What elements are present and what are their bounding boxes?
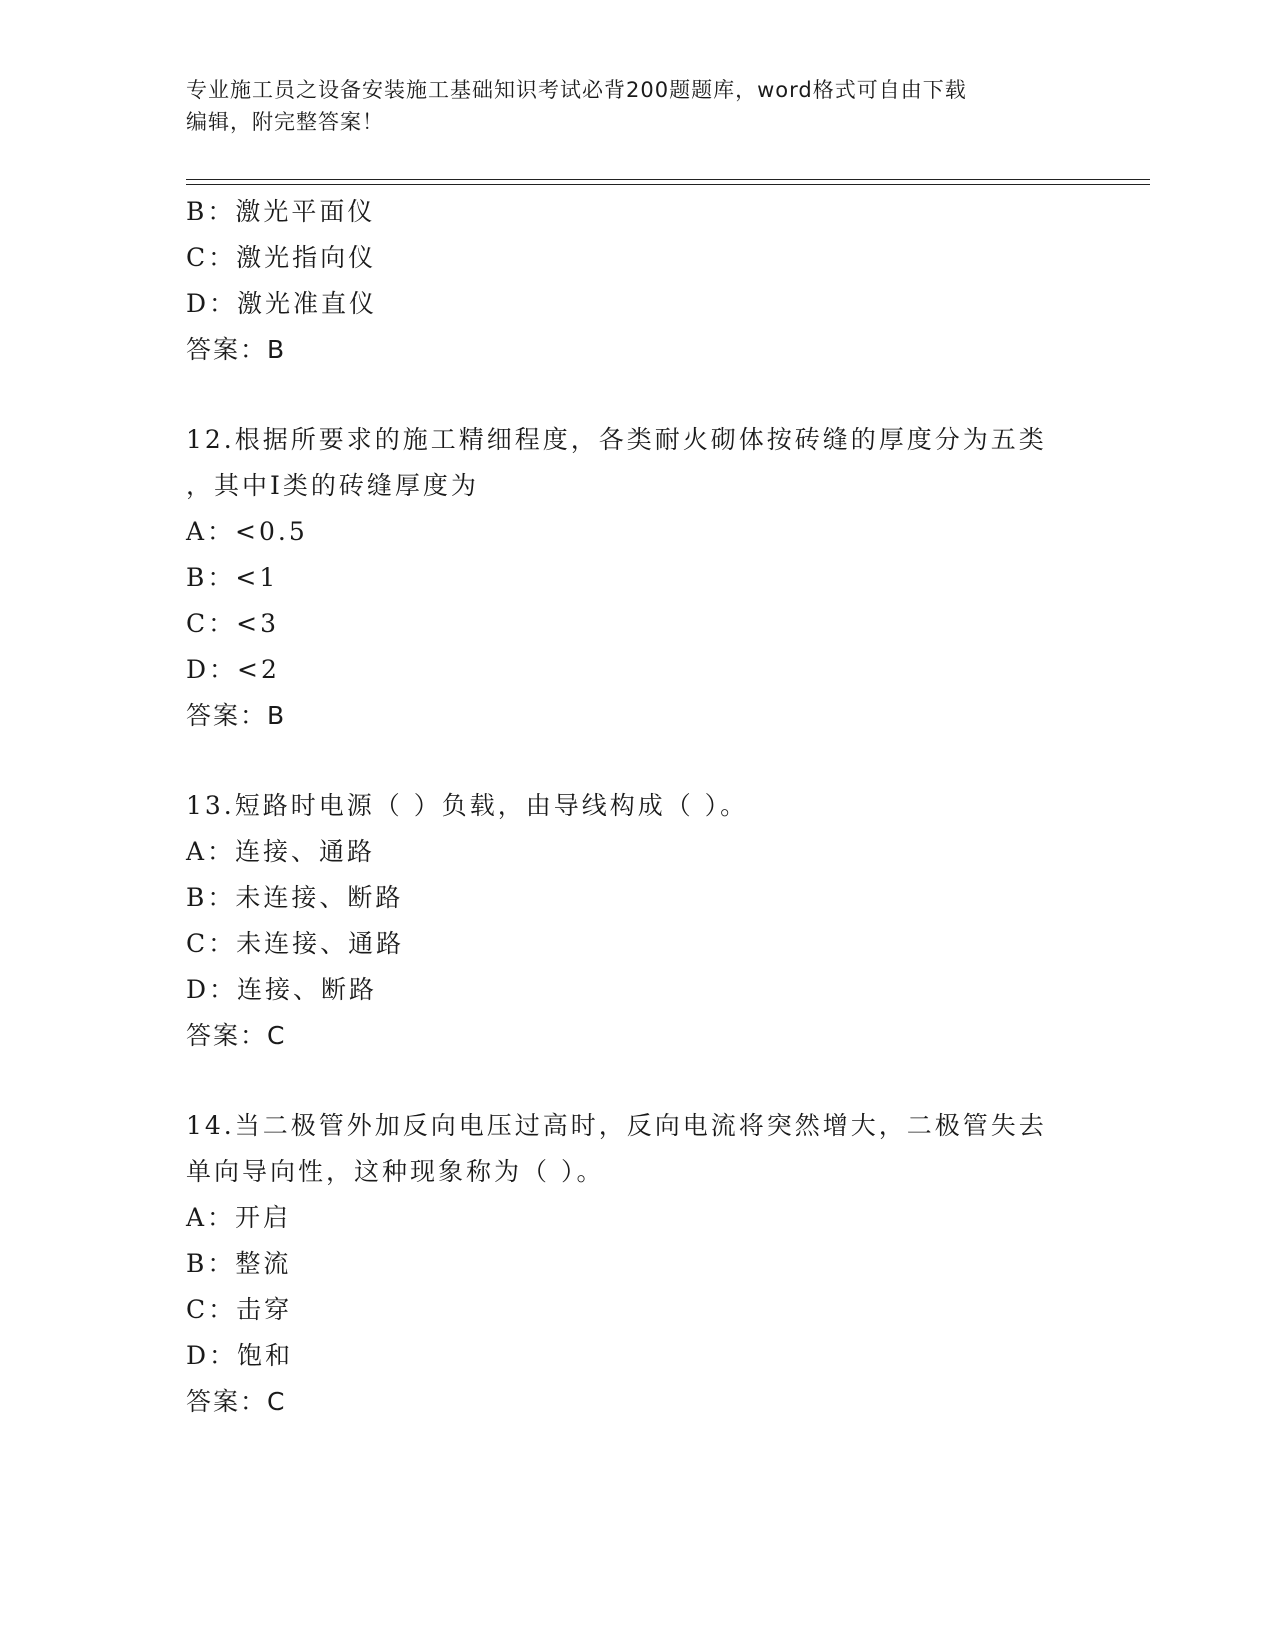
option-d: D：饱和 (186, 1341, 294, 1370)
question-stem: 13.短路时电源（ ）负载，由导线构成（ ）。 (186, 791, 749, 820)
option-d: D：连接、断路 (186, 975, 378, 1004)
question-stem: 14.当二极管外加反向电压过高时，反向电流将突然增大，二极管失去 (186, 1111, 1047, 1140)
question-stem-continued: ，其中Ⅰ类的砖缝厚度为 (186, 471, 479, 500)
option-c: C：击穿 (186, 1295, 293, 1324)
question-stem-continued: 单向导向性，这种现象称为（ ）。 (186, 1157, 605, 1186)
option-d: D：<2 (186, 655, 280, 684)
answer-line: 答案：B (186, 335, 287, 364)
option-c: C：激光指向仪 (186, 243, 377, 272)
header-divider-top (186, 179, 1150, 180)
question-13 (186, 783, 1066, 1059)
answer-line: 答案：C (186, 1387, 287, 1416)
option-d: D：激光准直仪 (186, 289, 378, 318)
header-line-1: 专业施工员之设备安装施工基础知识考试必背200题题库，word格式可自由下载 (186, 78, 967, 102)
option-a: A：开启 (186, 1203, 292, 1232)
question-stem: 12.根据所要求的施工精细程度，各类耐火砌体按砖缝的厚度分为五类 (186, 425, 1047, 454)
option-b: B：未连接、断路 (186, 883, 404, 912)
answer-line: 答案：C (186, 1021, 287, 1050)
document-header (186, 74, 1086, 138)
option-c: C：<3 (186, 609, 279, 638)
question-14 (186, 1103, 1066, 1425)
header-divider-bottom (186, 184, 1150, 185)
answer-line: 答案：B (186, 701, 287, 730)
option-a: A：连接、通路 (186, 837, 376, 866)
option-c: C：未连接、通路 (186, 929, 405, 958)
question-12 (186, 417, 1066, 739)
option-a: A：<0.5 (186, 517, 308, 546)
option-b: B：整流 (186, 1249, 292, 1278)
document-body (186, 189, 1066, 1425)
option-b: B：<1 (186, 563, 279, 592)
header-line-2: 编辑，附完整答案！ (186, 110, 384, 134)
previous-question-block (186, 189, 1066, 373)
option-b: B：激光平面仪 (186, 197, 376, 226)
